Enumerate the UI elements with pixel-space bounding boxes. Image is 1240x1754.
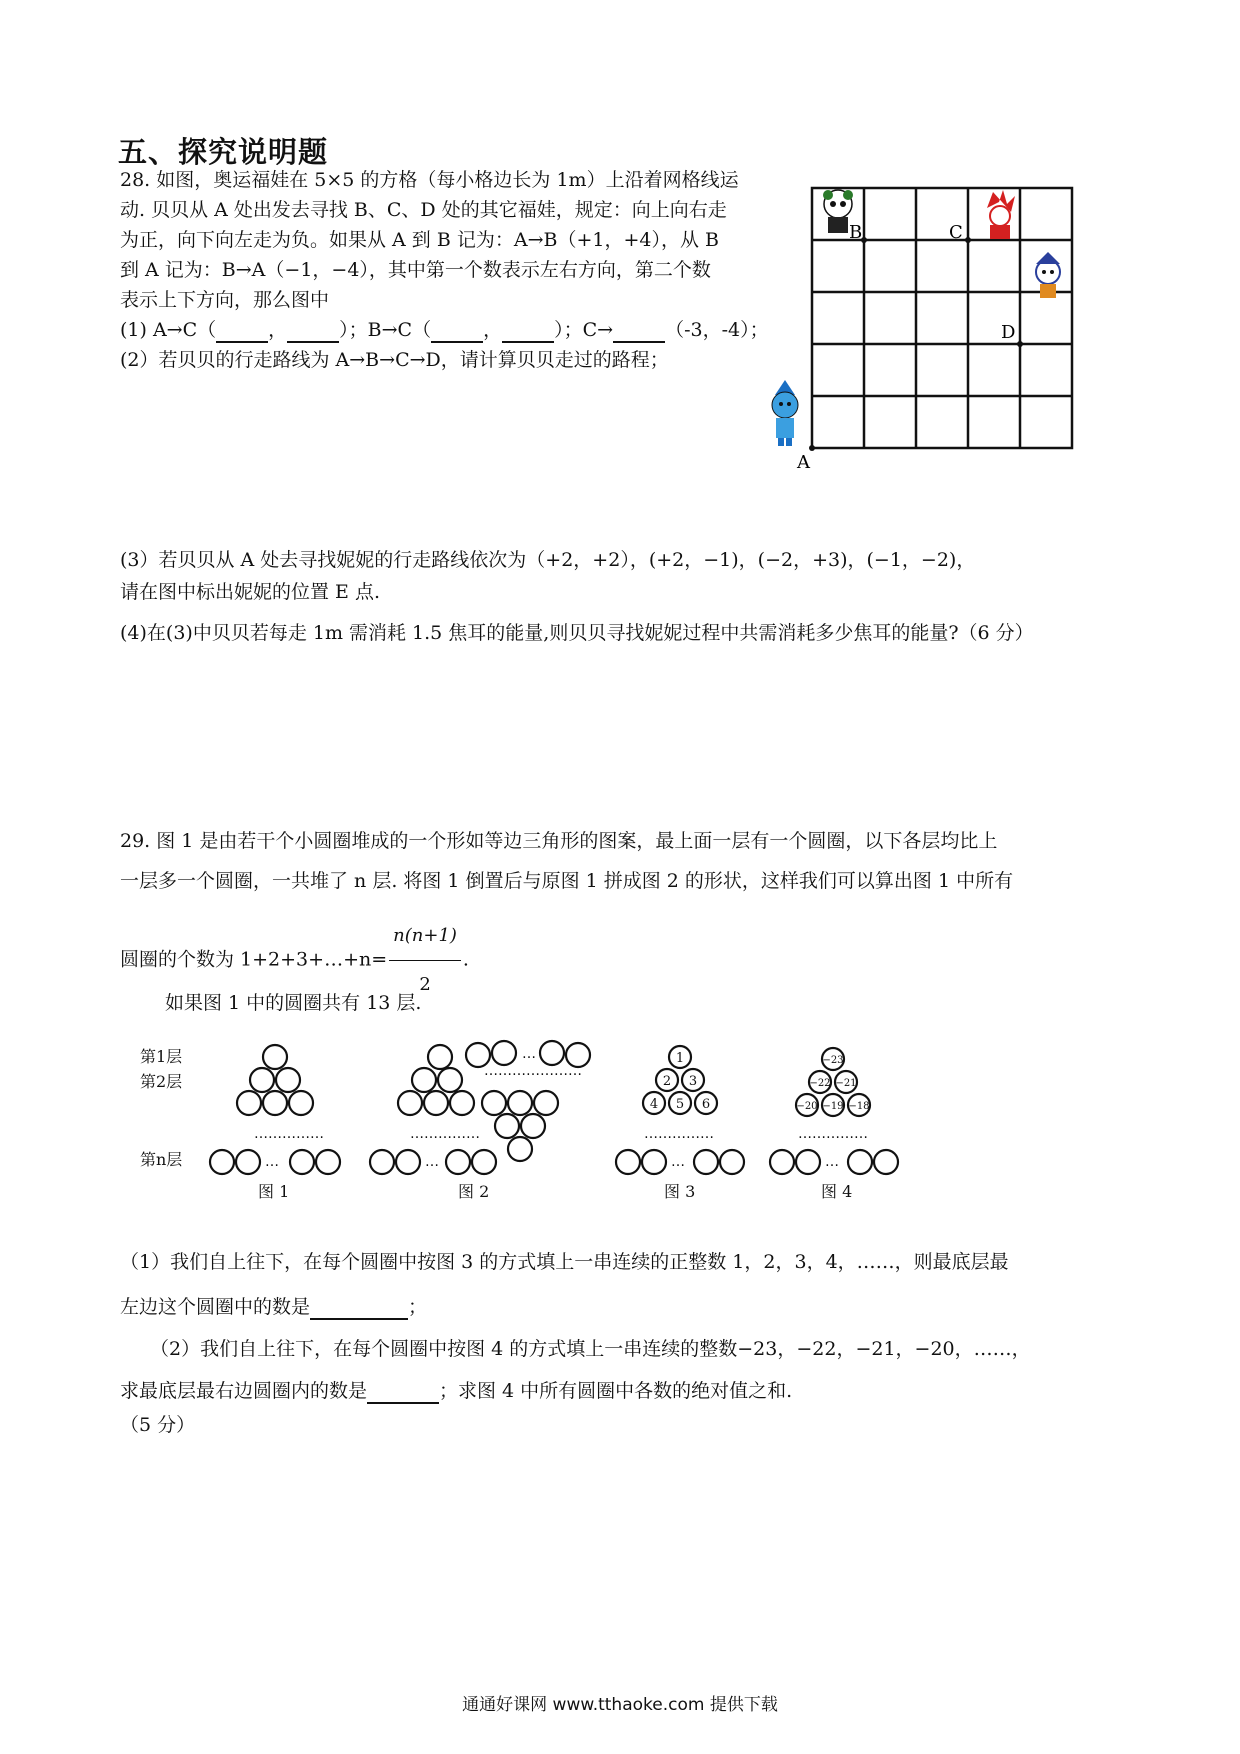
q28-p1-d: ， bbox=[483, 319, 503, 341]
q28-line-1: 28. 如图，奥运福娃在 5×5 的方格（每小格边长为 1m）上沿着网格线运 bbox=[120, 169, 739, 191]
q28-part3-line2: 请在图中标出妮妮的位置 E 点. bbox=[120, 581, 380, 603]
answer-blank[interactable] bbox=[287, 341, 339, 343]
answer-blank[interactable] bbox=[216, 341, 268, 343]
dots-fig4: …………… bbox=[798, 1126, 868, 1142]
dots-fig2: ………………… bbox=[484, 1063, 582, 1079]
q29-s2-text: 求最底层最右边圆圈内的数是 bbox=[120, 1380, 368, 1402]
label-d: D bbox=[1001, 322, 1016, 343]
dots-fig3: …………… bbox=[644, 1126, 714, 1142]
fraction-numerator: n(n+1) bbox=[389, 912, 461, 961]
q29-line-2: 一层多一个圆圈，一共堆了 n 层. 将图 1 倒置后与原图 1 拼成图 2 的形状，这样我们可以算出图 1 中所有 bbox=[120, 870, 1014, 892]
fig3-label: 图 3 bbox=[664, 1182, 696, 1201]
dots-fig4-row: … bbox=[825, 1154, 839, 1170]
q28-p1-b: ， bbox=[268, 319, 288, 341]
q28-part3-line1: (3）若贝贝从 A 处去寻找妮妮的行走路线依次为（+2，+2），(+2，−1)，(−2，+3)，(−1，−2)， bbox=[120, 549, 976, 571]
q29-sum-end: . bbox=[462, 948, 469, 971]
dots-fig3-row: … bbox=[671, 1154, 685, 1170]
mascot-c-icon bbox=[987, 190, 1015, 239]
fig4-num: −21 bbox=[835, 1078, 857, 1089]
q29-sum-text: 圆圈的个数为 1+2+3+…+n= bbox=[120, 948, 388, 971]
fig4-num: −19 bbox=[822, 1101, 844, 1112]
fig4-num: −22 bbox=[809, 1078, 831, 1089]
label-a: A bbox=[797, 452, 810, 473]
answer-blank[interactable] bbox=[310, 1318, 408, 1320]
q29-s2-line2 bbox=[120, 1378, 792, 1404]
q29-s1-end: ； bbox=[408, 1296, 428, 1318]
label-c: C bbox=[949, 222, 963, 243]
q28-part4: (4)在(3)中贝贝若每走 1m 需消耗 1.5 焦耳的能量,则贝贝寻找妮妮过程中共需消耗多少焦耳的能量?（6 分） bbox=[120, 622, 1034, 644]
q28-p1-a: (1) A→C（ bbox=[120, 319, 217, 341]
dots-fig2-row: … bbox=[425, 1154, 439, 1170]
point-d bbox=[1017, 341, 1023, 347]
q28-p1-c: ）；B→C（ bbox=[339, 319, 432, 341]
q28-part1 bbox=[120, 317, 769, 343]
q28-line-4: 到 A 记为：B→A（−1，−4），其中第一个数表示左右方向，第二个数 bbox=[120, 259, 711, 281]
fig4-num: −23 bbox=[822, 1055, 844, 1066]
figure-2 bbox=[370, 1041, 590, 1174]
fraction-denominator: 2 bbox=[419, 974, 431, 995]
layer2-label: 第2层 bbox=[140, 1072, 183, 1091]
fig3-num: 4 bbox=[649, 1097, 659, 1112]
layern-label: 第n层 bbox=[140, 1150, 183, 1169]
q28-line-2: 动. 贝贝从 A 处出发去寻找 B、C、D 处的其它福娃，规定：向上向右走 bbox=[120, 199, 727, 221]
q29-s1-line1: （1）我们自上往下，在每个圆圈中按图 3 的方式填上一串连续的正整数 1，2，3，4，……，则最底层最 bbox=[120, 1251, 1009, 1273]
dots-fig2-lower: …………… bbox=[410, 1126, 480, 1142]
q28-line-3: 为正，向下向左走为负。如果从 A 到 B 记为：A→B（+1，+4），从 B bbox=[120, 229, 719, 251]
q29-s1-text: 左边这个圆圈中的数是 bbox=[120, 1296, 311, 1318]
dots-fig1-row: … bbox=[265, 1154, 279, 1170]
fig3-num: 6 bbox=[701, 1097, 711, 1112]
fig3-num: 1 bbox=[675, 1051, 685, 1066]
fig3-num: 5 bbox=[675, 1097, 685, 1112]
answer-blank[interactable] bbox=[502, 341, 554, 343]
layer1-label: 第1层 bbox=[140, 1047, 183, 1066]
fig3-num: 3 bbox=[688, 1074, 698, 1089]
footer-text: 通通好课网 www.tthaoke.com 提供下载 bbox=[462, 1695, 778, 1715]
q29-line-1: 29. 图 1 是由若干个小圆圈堆成的一个形如等边三角形的图案，最上面一层有一个圆圈，以下各层均比上 bbox=[120, 830, 998, 852]
grid-figure bbox=[755, 180, 1095, 480]
q28-p1-f: （-3，-4）； bbox=[665, 319, 769, 341]
mascot-a-icon bbox=[772, 380, 798, 446]
fig4-label: 图 4 bbox=[821, 1182, 853, 1201]
dots-fig1: …………… bbox=[254, 1126, 324, 1142]
answer-blank[interactable] bbox=[431, 341, 483, 343]
fig3-num: 2 bbox=[662, 1074, 672, 1089]
answer-blank[interactable] bbox=[613, 341, 665, 343]
q29-line-4: 如果图 1 中的圆圈共有 13 层. bbox=[165, 992, 422, 1014]
q28-p1-e: ）；C→ bbox=[554, 319, 614, 341]
q29-s1-line2 bbox=[120, 1294, 427, 1320]
point-a bbox=[809, 445, 815, 451]
q29-s2-text-b: ；求图 4 中所有圆圈中各数的绝对值之和. bbox=[439, 1380, 793, 1402]
q28-part2: (2）若贝贝的行走路线为 A→B→C→D，请计算贝贝走过的路程； bbox=[120, 349, 669, 371]
label-b: B bbox=[849, 222, 863, 243]
fig2-label: 图 2 bbox=[458, 1182, 490, 1201]
fig4-num: −18 bbox=[848, 1101, 870, 1112]
q29-s2-line1: （2）我们自上往下，在每个圆圈中按图 4 的方式填上一串连续的整数−23，−22，−21，−20，……， bbox=[150, 1338, 1031, 1360]
circle-figures bbox=[120, 1035, 940, 1205]
section-title: 五、探究说明题 bbox=[118, 135, 329, 169]
point-c bbox=[965, 237, 971, 243]
q29-score: （5 分） bbox=[120, 1414, 196, 1436]
answer-blank[interactable] bbox=[367, 1402, 439, 1404]
fig1-label: 图 1 bbox=[258, 1182, 290, 1201]
q28-line-5: 表示上下方向，那么图中 bbox=[120, 289, 330, 311]
dots-fig2-top: … bbox=[522, 1046, 536, 1062]
fig4-num: −20 bbox=[796, 1101, 818, 1112]
